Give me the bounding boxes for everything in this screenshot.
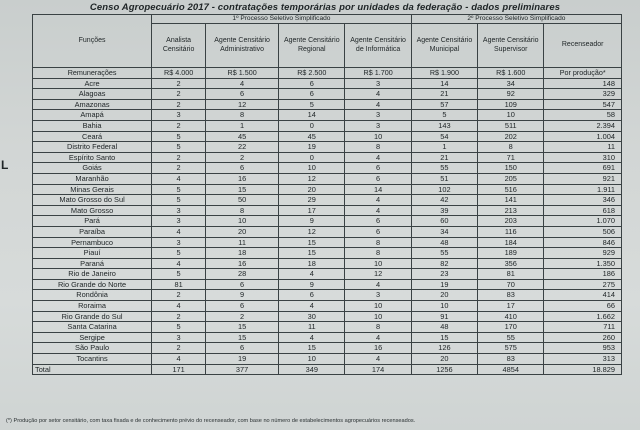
footnote: (*) Produção por setor censitário, com taxa fixada e de conhecimento prévio do recenseador, com base no número de estabelecimentos agropecuários recenseados.: [6, 418, 416, 424]
value-cell: 9: [206, 290, 279, 301]
value-cell: 275: [544, 279, 622, 290]
group-second-process: 2º Processo Seletivo Simplificado: [411, 15, 621, 24]
margin-mark: L: [1, 158, 9, 172]
remuneration-value: R$ 1.600: [478, 68, 544, 79]
value-cell: 19: [411, 279, 477, 290]
remuneration-label: Remunerações: [33, 68, 152, 79]
value-cell: 14: [411, 78, 477, 89]
value-cell: 92: [478, 89, 544, 100]
table-row: [33, 301, 622, 312]
value-cell: 5: [279, 99, 345, 110]
value-cell: 29: [279, 195, 345, 206]
value-cell: 19: [279, 142, 345, 153]
value-cell: 55: [478, 332, 544, 343]
value-cell: 45: [279, 131, 345, 142]
value-cell: 2: [152, 311, 206, 322]
state-name-cell: Amapá: [33, 110, 152, 121]
value-cell: 2: [152, 89, 206, 100]
value-cell: 16: [206, 173, 279, 184]
value-cell: 81: [478, 269, 544, 280]
value-cell: 6: [279, 78, 345, 89]
value-cell: 3: [152, 216, 206, 227]
table-row: [33, 99, 622, 110]
value-cell: 506: [544, 226, 622, 237]
value-cell: 30: [279, 311, 345, 322]
value-cell: 1: [411, 142, 477, 153]
value-cell: 6: [279, 89, 345, 100]
group-header-row: [33, 15, 622, 24]
value-cell: 17: [478, 301, 544, 312]
value-cell: 174: [345, 364, 411, 375]
state-name-cell: Mato Grosso: [33, 205, 152, 216]
value-cell: 71: [478, 152, 544, 163]
state-name-cell: Pernambuco: [33, 237, 152, 248]
value-cell: 3: [152, 205, 206, 216]
value-cell: 2: [206, 311, 279, 322]
table-title: Censo Agropecuário 2017 - contratações temporárias por unidades da federação - dados preliminares: [89, 2, 561, 13]
value-cell: 953: [544, 343, 622, 354]
value-cell: 20: [206, 226, 279, 237]
header-funcoes: Funções: [33, 15, 152, 68]
value-cell: 2: [152, 78, 206, 89]
value-cell: 921: [544, 173, 622, 184]
value-cell: 21: [411, 89, 477, 100]
value-cell: 547: [544, 99, 622, 110]
value-cell: 349: [279, 364, 345, 375]
value-cell: 10: [345, 301, 411, 312]
value-cell: 3: [345, 110, 411, 121]
value-cell: 10: [345, 258, 411, 269]
value-cell: 42: [411, 195, 477, 206]
state-name-cell: Total: [33, 364, 152, 375]
value-cell: 3: [345, 120, 411, 131]
value-cell: 6: [279, 290, 345, 301]
value-cell: 45: [206, 131, 279, 142]
table-row: [33, 89, 622, 100]
value-cell: 410: [478, 311, 544, 322]
value-cell: 5: [152, 269, 206, 280]
value-cell: 4: [345, 279, 411, 290]
value-cell: 516: [478, 184, 544, 195]
value-cell: 205: [478, 173, 544, 184]
value-cell: 5: [411, 110, 477, 121]
value-cell: 8: [345, 237, 411, 248]
value-cell: 12: [279, 226, 345, 237]
value-cell: 4: [279, 332, 345, 343]
value-cell: 1256: [411, 364, 477, 375]
value-cell: 34: [478, 78, 544, 89]
table-row: [33, 184, 622, 195]
value-cell: 202: [478, 131, 544, 142]
value-cell: 57: [411, 99, 477, 110]
value-cell: 929: [544, 248, 622, 259]
value-cell: 0: [279, 120, 345, 131]
value-cell: 6: [206, 89, 279, 100]
value-cell: 18: [206, 248, 279, 259]
table-row: [33, 248, 622, 259]
value-cell: 6: [345, 173, 411, 184]
group-first-process: 1º Processo Seletivo Simplificado: [152, 15, 412, 24]
table-row: [33, 343, 622, 354]
table-row: [33, 311, 622, 322]
table-row: [33, 237, 622, 248]
value-cell: 189: [478, 248, 544, 259]
value-cell: 54: [411, 131, 477, 142]
state-name-cell: Alagoas: [33, 89, 152, 100]
value-cell: 260: [544, 332, 622, 343]
value-cell: 346: [544, 195, 622, 206]
value-cell: 9: [279, 279, 345, 290]
value-cell: 5: [152, 248, 206, 259]
value-cell: 5: [152, 184, 206, 195]
table-row: [33, 152, 622, 163]
value-cell: 55: [411, 248, 477, 259]
header-municipal: Agente Censitário Municipal: [411, 24, 477, 68]
value-cell: 21: [411, 152, 477, 163]
value-cell: 8: [478, 142, 544, 153]
value-cell: 184: [478, 237, 544, 248]
value-cell: 575: [478, 343, 544, 354]
value-cell: 6: [345, 216, 411, 227]
value-cell: 15: [411, 332, 477, 343]
table-body: [33, 78, 622, 375]
table-row: [33, 173, 622, 184]
value-cell: 8: [345, 142, 411, 153]
value-cell: 10: [478, 110, 544, 121]
header-regional: Agente Censitário Regional: [279, 24, 345, 68]
value-cell: 5: [152, 131, 206, 142]
value-cell: 6: [206, 163, 279, 174]
value-cell: 22: [206, 142, 279, 153]
value-cell: 4: [152, 226, 206, 237]
state-name-cell: Santa Catarina: [33, 322, 152, 333]
value-cell: 14: [279, 110, 345, 121]
value-cell: 4: [345, 354, 411, 365]
value-cell: 15: [206, 322, 279, 333]
state-name-cell: Minas Gerais: [33, 184, 152, 195]
value-cell: 4: [345, 99, 411, 110]
value-cell: 10: [411, 301, 477, 312]
value-cell: 6: [206, 301, 279, 312]
value-cell: 15: [279, 248, 345, 259]
state-name-cell: Acre: [33, 78, 152, 89]
value-cell: 83: [478, 354, 544, 365]
remuneration-value: Por produção*: [544, 68, 622, 79]
value-cell: 1.070: [544, 216, 622, 227]
value-cell: 34: [411, 226, 477, 237]
value-cell: 2: [152, 99, 206, 110]
value-cell: 12: [206, 99, 279, 110]
state-name-cell: Bahia: [33, 120, 152, 131]
value-cell: 4: [152, 173, 206, 184]
value-cell: 3: [152, 237, 206, 248]
value-cell: 70: [478, 279, 544, 290]
value-cell: 66: [544, 301, 622, 312]
value-cell: 3: [152, 110, 206, 121]
value-cell: 8: [345, 322, 411, 333]
value-cell: 141: [478, 195, 544, 206]
value-cell: 10: [279, 354, 345, 365]
value-cell: 1.662: [544, 311, 622, 322]
value-cell: 19: [206, 354, 279, 365]
value-cell: 39: [411, 205, 477, 216]
value-cell: 3: [345, 78, 411, 89]
table-row: [33, 354, 622, 365]
value-cell: 143: [411, 120, 477, 131]
value-cell: 618: [544, 205, 622, 216]
value-cell: 2: [152, 290, 206, 301]
table-row: [33, 131, 622, 142]
value-cell: 48: [411, 322, 477, 333]
value-cell: 116: [478, 226, 544, 237]
value-cell: 2: [152, 163, 206, 174]
value-cell: 170: [478, 322, 544, 333]
value-cell: 1.911: [544, 184, 622, 195]
value-cell: 10: [345, 131, 411, 142]
table-row: [33, 279, 622, 290]
state-name-cell: Piauí: [33, 248, 152, 259]
value-cell: 356: [478, 258, 544, 269]
value-cell: 6: [345, 226, 411, 237]
value-cell: 377: [206, 364, 279, 375]
table-row: [33, 226, 622, 237]
value-cell: 4: [345, 205, 411, 216]
value-cell: 12: [345, 269, 411, 280]
value-cell: 51: [411, 173, 477, 184]
value-cell: 91: [411, 311, 477, 322]
value-cell: 4: [279, 269, 345, 280]
value-cell: 4: [152, 301, 206, 312]
value-cell: 846: [544, 237, 622, 248]
state-name-cell: Maranhão: [33, 173, 152, 184]
value-cell: 5: [152, 195, 206, 206]
value-cell: 11: [206, 237, 279, 248]
remuneration-value: R$ 4.000: [152, 68, 206, 79]
table-row: [33, 322, 622, 333]
value-cell: 9: [279, 216, 345, 227]
value-cell: 6: [206, 279, 279, 290]
value-cell: 10: [345, 311, 411, 322]
value-cell: 28: [206, 269, 279, 280]
state-name-cell: Paraná: [33, 258, 152, 269]
value-cell: 18.829: [544, 364, 622, 375]
remuneration-value: R$ 2.500: [279, 68, 345, 79]
value-cell: 4: [345, 332, 411, 343]
state-name-cell: Rio Grande do Sul: [33, 311, 152, 322]
value-cell: 511: [478, 120, 544, 131]
state-name-cell: Espírito Santo: [33, 152, 152, 163]
header-supervisor: Agente Censitário Supervisor: [478, 24, 544, 68]
value-cell: 4: [345, 152, 411, 163]
value-cell: 2.394: [544, 120, 622, 131]
value-cell: 102: [411, 184, 477, 195]
state-name-cell: Paraíba: [33, 226, 152, 237]
value-cell: 4: [152, 258, 206, 269]
value-cell: 5: [152, 142, 206, 153]
value-cell: 0: [279, 152, 345, 163]
table-row: [33, 163, 622, 174]
state-name-cell: Rio Grande do Norte: [33, 279, 152, 290]
value-cell: 2: [152, 120, 206, 131]
state-name-cell: Amazonas: [33, 99, 152, 110]
value-cell: 16: [206, 258, 279, 269]
value-cell: 691: [544, 163, 622, 174]
value-cell: 17: [279, 205, 345, 216]
table-row: [33, 142, 622, 153]
state-name-cell: Ceará: [33, 131, 152, 142]
value-cell: 20: [411, 354, 477, 365]
state-name-cell: Goiás: [33, 163, 152, 174]
value-cell: 4: [206, 78, 279, 89]
header-informatica: Agente Censitário de Informática: [345, 24, 411, 68]
value-cell: 20: [411, 290, 477, 301]
state-name-cell: Sergipe: [33, 332, 152, 343]
value-cell: 171: [152, 364, 206, 375]
value-cell: 23: [411, 269, 477, 280]
value-cell: 313: [544, 354, 622, 365]
hiring-table: [32, 14, 622, 375]
table-row: [33, 120, 622, 131]
table-row: [33, 195, 622, 206]
value-cell: 83: [478, 290, 544, 301]
header-analista: Analista Censitário: [152, 24, 206, 68]
value-cell: 310: [544, 152, 622, 163]
value-cell: 329: [544, 89, 622, 100]
value-cell: 6: [206, 343, 279, 354]
value-cell: 15: [206, 332, 279, 343]
value-cell: 20: [279, 184, 345, 195]
value-cell: 4: [345, 195, 411, 206]
table-row: [33, 78, 622, 89]
value-cell: 15: [206, 184, 279, 195]
value-cell: 711: [544, 322, 622, 333]
value-cell: 8: [206, 205, 279, 216]
table-row: [33, 269, 622, 280]
value-cell: 58: [544, 110, 622, 121]
value-cell: 150: [478, 163, 544, 174]
value-cell: 4854: [478, 364, 544, 375]
remuneration-value: R$ 1.700: [345, 68, 411, 79]
value-cell: 15: [279, 343, 345, 354]
value-cell: 12: [279, 173, 345, 184]
value-cell: 16: [345, 343, 411, 354]
value-cell: 5: [152, 322, 206, 333]
remuneration-value: R$ 1.900: [411, 68, 477, 79]
value-cell: 148: [544, 78, 622, 89]
value-cell: 81: [152, 279, 206, 290]
value-cell: 4: [152, 354, 206, 365]
value-cell: 8: [345, 248, 411, 259]
value-cell: 2: [152, 343, 206, 354]
value-cell: 11: [279, 322, 345, 333]
total-row: [33, 364, 622, 375]
value-cell: 4: [279, 301, 345, 312]
state-name-cell: Pará: [33, 216, 152, 227]
value-cell: 1: [206, 120, 279, 131]
value-cell: 203: [478, 216, 544, 227]
table-row: [33, 290, 622, 301]
value-cell: 2: [152, 152, 206, 163]
value-cell: 50: [206, 195, 279, 206]
value-cell: 55: [411, 163, 477, 174]
value-cell: 6: [345, 163, 411, 174]
value-cell: 8: [206, 110, 279, 121]
header-recenseador: Recenseador: [544, 24, 622, 68]
value-cell: 109: [478, 99, 544, 110]
state-name-cell: Rio de Janeiro: [33, 269, 152, 280]
table-row: [33, 332, 622, 343]
value-cell: 10: [206, 216, 279, 227]
value-cell: 186: [544, 269, 622, 280]
value-cell: 15: [279, 237, 345, 248]
value-cell: 60: [411, 216, 477, 227]
remuneration-row: [33, 68, 622, 79]
value-cell: 2: [206, 152, 279, 163]
table-row: [33, 258, 622, 269]
value-cell: 14: [345, 184, 411, 195]
table-row: [33, 216, 622, 227]
value-cell: 414: [544, 290, 622, 301]
value-cell: 11: [544, 142, 622, 153]
state-name-cell: Roraima: [33, 301, 152, 312]
value-cell: 1.350: [544, 258, 622, 269]
value-cell: 3: [152, 332, 206, 343]
value-cell: 3: [345, 290, 411, 301]
state-name-cell: Mato Grosso do Sul: [33, 195, 152, 206]
value-cell: 213: [478, 205, 544, 216]
value-cell: 4: [345, 89, 411, 100]
value-cell: 82: [411, 258, 477, 269]
value-cell: 10: [279, 163, 345, 174]
table-row: [33, 110, 622, 121]
state-name-cell: São Paulo: [33, 343, 152, 354]
value-cell: 126: [411, 343, 477, 354]
state-name-cell: Distrito Federal: [33, 142, 152, 153]
header-administrativo: Agente Censitário Administrativo: [206, 24, 279, 68]
state-name-cell: Tocantins: [33, 354, 152, 365]
value-cell: 48: [411, 237, 477, 248]
remuneration-value: R$ 1.500: [206, 68, 279, 79]
value-cell: 1.004: [544, 131, 622, 142]
value-cell: 18: [279, 258, 345, 269]
table-row: [33, 205, 622, 216]
state-name-cell: Rondônia: [33, 290, 152, 301]
